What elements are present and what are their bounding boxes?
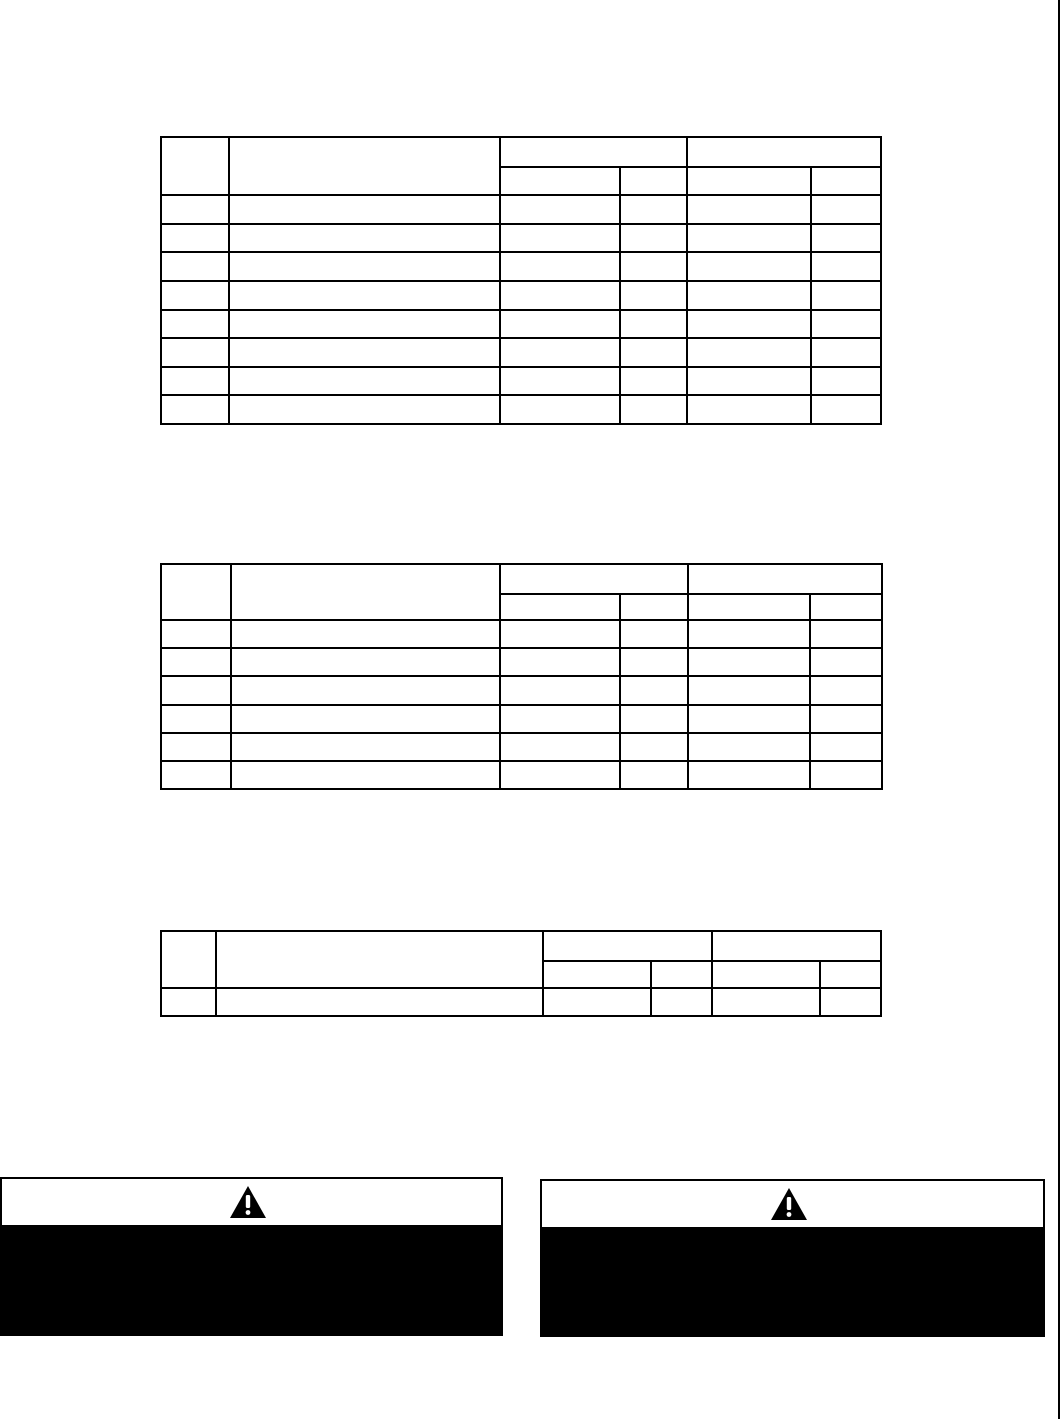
- spec-table-1: [160, 136, 882, 425]
- table-cell: [161, 761, 231, 789]
- table-cell: [161, 281, 229, 310]
- table-row: [161, 395, 881, 424]
- table-cell: [500, 620, 620, 648]
- table-cell: [688, 620, 810, 648]
- table-row: [161, 310, 881, 339]
- table-cell: [687, 224, 811, 253]
- header-row-top: [161, 564, 882, 594]
- table-cell: [810, 761, 882, 789]
- table-cell: [543, 988, 651, 1016]
- table-cell: [688, 676, 810, 704]
- warning-triangle-icon: [229, 1185, 267, 1219]
- spec-table-3-body: [161, 931, 881, 1016]
- table-cell: [620, 705, 688, 733]
- table-cell: [688, 705, 810, 733]
- header-cell-a2: [651, 961, 712, 987]
- table-cell: [161, 367, 229, 396]
- table-cell: [161, 195, 229, 224]
- header-cell-a1: [500, 594, 620, 620]
- table-cell: [229, 310, 500, 339]
- table-cell: [161, 395, 229, 424]
- table-cell: [688, 733, 810, 761]
- table-cell: [620, 761, 688, 789]
- header-cell-b1: [712, 961, 820, 987]
- table-cell: [231, 761, 500, 789]
- table-cell: [500, 395, 620, 424]
- table-cell: [500, 761, 620, 789]
- table-cell: [651, 988, 712, 1016]
- table-cell: [811, 252, 881, 281]
- table-cell: [810, 648, 882, 676]
- table-cell: [620, 338, 687, 367]
- table-cell: [811, 338, 881, 367]
- header-cell-group-b: [712, 931, 881, 961]
- table-cell: [687, 310, 811, 339]
- table-cell: [161, 988, 216, 1016]
- table-cell: [161, 224, 229, 253]
- table-cell: [229, 338, 500, 367]
- header-cell-b2: [820, 961, 881, 987]
- header-cell-b1: [687, 167, 811, 196]
- spec-table-1-body: [161, 137, 881, 424]
- table-cell: [500, 676, 620, 704]
- header-cell-no: [161, 931, 216, 988]
- table-cell: [161, 620, 231, 648]
- table-cell: [687, 195, 811, 224]
- table-row: [161, 648, 882, 676]
- table-cell: [231, 705, 500, 733]
- table-cell: [229, 224, 500, 253]
- table-cell: [500, 648, 620, 676]
- table-cell: [712, 988, 820, 1016]
- table-row: [161, 195, 881, 224]
- header-cell-group-a: [500, 137, 687, 167]
- table-row: [161, 224, 881, 253]
- table-cell: [231, 676, 500, 704]
- page-edge-rule: [1058, 0, 1060, 1419]
- table-cell: [161, 705, 231, 733]
- table-cell: [620, 367, 687, 396]
- header-row-top: [161, 931, 881, 961]
- table-cell: [161, 733, 231, 761]
- spec-table-2: [160, 563, 883, 790]
- warning-body: [542, 1229, 1043, 1335]
- table-cell: [620, 224, 687, 253]
- table-cell: [161, 252, 229, 281]
- warning-header: [2, 1179, 501, 1227]
- table-cell: [231, 733, 500, 761]
- table-cell: [231, 620, 500, 648]
- header-cell-no: [161, 137, 229, 195]
- table-cell: [811, 367, 881, 396]
- table-cell: [620, 620, 688, 648]
- table-cell: [500, 281, 620, 310]
- table-cell: [687, 281, 811, 310]
- table-cell: [229, 195, 500, 224]
- header-cell-description: [229, 137, 500, 195]
- table-cell: [620, 395, 687, 424]
- table-cell: [811, 395, 881, 424]
- table-cell: [500, 195, 620, 224]
- header-cell-b2: [811, 167, 881, 196]
- table-cell: [620, 676, 688, 704]
- header-row-top: [161, 137, 881, 167]
- table-cell: [161, 310, 229, 339]
- table-cell: [687, 395, 811, 424]
- header-cell-no: [161, 564, 231, 620]
- table-cell: [620, 252, 687, 281]
- table-cell: [229, 395, 500, 424]
- table-cell: [620, 195, 687, 224]
- table-row: [161, 676, 882, 704]
- table-cell: [687, 367, 811, 396]
- table-cell: [620, 648, 688, 676]
- table-row: [161, 620, 882, 648]
- table-cell: [688, 761, 810, 789]
- table-cell: [687, 252, 811, 281]
- table-row: [161, 988, 881, 1016]
- table-cell: [500, 252, 620, 281]
- table-row: [161, 367, 881, 396]
- table-cell: [161, 648, 231, 676]
- table-cell: [687, 338, 811, 367]
- spec-table-3: [160, 930, 882, 1017]
- table-cell: [620, 281, 687, 310]
- table-cell: [500, 224, 620, 253]
- warning-box-left: [0, 1177, 503, 1336]
- table-cell: [229, 281, 500, 310]
- table-cell: [688, 648, 810, 676]
- header-cell-a2: [620, 167, 687, 196]
- table-cell: [810, 676, 882, 704]
- table-row: [161, 705, 882, 733]
- table-cell: [229, 367, 500, 396]
- table-row: [161, 252, 881, 281]
- table-cell: [161, 338, 229, 367]
- table-cell: [811, 195, 881, 224]
- table-cell: [811, 281, 881, 310]
- table-cell: [500, 705, 620, 733]
- warning-header: [542, 1181, 1043, 1229]
- header-cell-group-a: [543, 931, 712, 961]
- header-cell-a1: [500, 167, 620, 196]
- table-cell: [500, 733, 620, 761]
- header-cell-description: [231, 564, 500, 620]
- header-cell-group-b: [688, 564, 882, 594]
- table-cell: [161, 676, 231, 704]
- table-row: [161, 733, 882, 761]
- warning-body: [2, 1227, 501, 1334]
- table-cell: [620, 733, 688, 761]
- table-cell: [810, 620, 882, 648]
- table-cell: [500, 310, 620, 339]
- warning-triangle-icon: [770, 1187, 808, 1221]
- table-cell: [810, 705, 882, 733]
- warning-box-right: [540, 1179, 1045, 1337]
- table-cell: [216, 988, 543, 1016]
- table-cell: [810, 733, 882, 761]
- table-row: [161, 281, 881, 310]
- table-cell: [500, 338, 620, 367]
- table-cell: [500, 367, 620, 396]
- table-row: [161, 338, 881, 367]
- table-cell: [811, 310, 881, 339]
- header-cell-a2: [620, 594, 688, 620]
- table-cell: [229, 252, 500, 281]
- table-cell: [231, 648, 500, 676]
- header-cell-description: [216, 931, 543, 988]
- header-cell-group-b: [687, 137, 881, 167]
- spec-table-2-body: [161, 564, 882, 789]
- header-cell-b2: [810, 594, 882, 620]
- header-cell-b1: [688, 594, 810, 620]
- table-cell: [620, 310, 687, 339]
- table-row: [161, 761, 882, 789]
- header-cell-a1: [543, 961, 651, 987]
- header-cell-group-a: [500, 564, 688, 594]
- table-cell: [820, 988, 881, 1016]
- table-cell: [811, 224, 881, 253]
